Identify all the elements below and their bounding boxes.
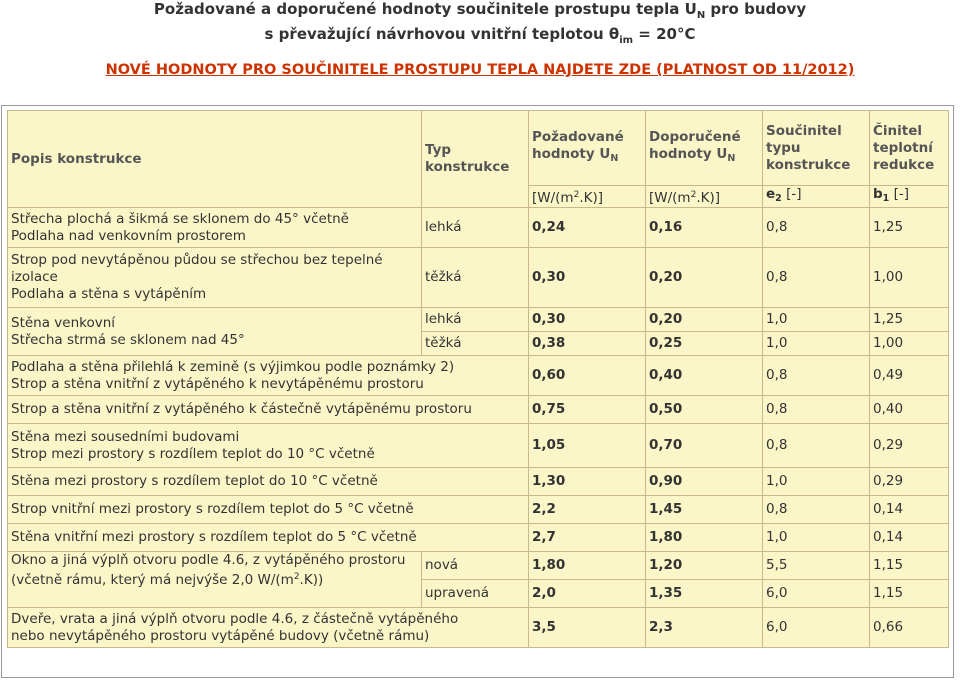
row-description: Stěna mezi sousedními budovami Strop mezi prostory s rozdílem teplot do 10 °C včetně — [8, 424, 529, 468]
table-row — [8, 424, 949, 468]
row-e2: 0,8 — [763, 356, 870, 396]
new-values-link[interactable]: NOVÉ HODNOTY PRO SOUČINITELE PROSTUPU TEPLA NAJDETE ZDE (PLATNOST OD 11/2012) — [105, 62, 855, 78]
table-row — [8, 468, 949, 496]
row-e2: 0,8 — [763, 424, 870, 468]
row-required: 1,80 — [529, 552, 646, 580]
row-required: 3,5 — [529, 608, 646, 648]
row-e2: 0,8 — [763, 496, 870, 524]
title-line-2: s převažující návrhovou vnitřní teplotou $\theta_{im} = 20^\circ C$ — [264, 25, 696, 46]
row-description: Stěna venkovní Střecha strmá se sklonem nad 45° — [8, 308, 422, 356]
row-recommended: 1,45 — [646, 496, 763, 524]
row-required: 2,0 — [529, 580, 646, 608]
header-pozadovane: Požadované hodnoty $U_N$ — [529, 111, 646, 186]
table-row — [8, 552, 949, 580]
row-required: 0,60 — [529, 356, 646, 396]
row-description: Okno a jiná výplň otvoru podle 4.6, z vytápěného prostoru (včetně rámu, který má nejvýše 2,0 $W/(m^2.K)$) — [8, 552, 422, 608]
row-e2: 0,8 — [763, 208, 870, 248]
unit-pozadovane: $[W/(m^2.K)]$ — [529, 186, 646, 208]
row-b1: 0,29 — [870, 468, 949, 496]
row-required: 0,30 — [529, 248, 646, 308]
row-b1: 0,14 — [870, 524, 949, 552]
row-b1: 0,49 — [870, 356, 949, 396]
table-row — [8, 608, 949, 648]
row-b1: 1,25 — [870, 208, 949, 248]
table-row — [8, 356, 949, 396]
row-b1: 0,40 — [870, 396, 949, 424]
header-doporucene: Doporučené hodnoty $U_N$ — [646, 111, 763, 186]
row-description: Podlaha a stěna přilehlá k zemině (s výjimkou podle poznámky 2) Strop a stěna vnitřní z vytápěného k nevytápěnému prostoru — [8, 356, 529, 396]
table-row — [8, 396, 949, 424]
row-recommended: 0,50 — [646, 396, 763, 424]
unit-e2: $e_2$ [-] — [763, 186, 870, 208]
row-b1: 0,29 — [870, 424, 949, 468]
row-recommended: 2,3 — [646, 608, 763, 648]
table-row — [8, 248, 949, 308]
row-required: 0,24 — [529, 208, 646, 248]
row-b1: 0,66 — [870, 608, 949, 648]
row-required: 1,30 — [529, 468, 646, 496]
page-title — [0, 0, 960, 50]
row-type: nová — [422, 552, 529, 580]
table-row — [8, 308, 949, 332]
row-recommended: 1,20 — [646, 552, 763, 580]
row-required: 1,05 — [529, 424, 646, 468]
row-required: 0,30 — [529, 308, 646, 332]
row-recommended: 0,25 — [646, 332, 763, 356]
row-b1: 1,00 — [870, 248, 949, 308]
row-recommended: 0,20 — [646, 248, 763, 308]
row-e2: 6,0 — [763, 608, 870, 648]
row-required: 0,75 — [529, 396, 646, 424]
row-recommended: 0,90 — [646, 468, 763, 496]
row-e2: 0,8 — [763, 396, 870, 424]
row-recommended: 0,40 — [646, 356, 763, 396]
row-description: Střecha plochá a šikmá se sklonem do 45° včetně Podlaha nad venkovním prostorem — [8, 208, 422, 248]
row-e2: 6,0 — [763, 580, 870, 608]
table-row — [8, 208, 949, 248]
row-e2: 1,0 — [763, 468, 870, 496]
row-recommended: 0,16 — [646, 208, 763, 248]
unit-doporucene: $[W/(m^2.K)]$ — [646, 186, 763, 208]
row-type: upravená — [422, 580, 529, 608]
row-e2: 0,8 — [763, 248, 870, 308]
header-soucinitel: Součinitel typu konstrukce — [763, 111, 870, 186]
row-e2: 1,0 — [763, 524, 870, 552]
row-description: Dveře, vrata a jiná výplň otvoru podle 4.6, z částečně vytápěného nebo nevytápěného prostoru vytápěné budovy (včetně rámu) — [8, 608, 529, 648]
row-required: 2,2 — [529, 496, 646, 524]
row-recommended: 1,35 — [646, 580, 763, 608]
row-e2: 1,0 — [763, 308, 870, 332]
row-b1: 1,00 — [870, 332, 949, 356]
row-description: Strop a stěna vnitřní z vytápěného k částečně vytápěnému prostoru — [8, 396, 529, 424]
row-recommended: 0,70 — [646, 424, 763, 468]
row-b1: 1,25 — [870, 308, 949, 332]
row-b1: 0,14 — [870, 496, 949, 524]
row-e2: 1,0 — [763, 332, 870, 356]
row-required: 2,7 — [529, 524, 646, 552]
header-popis: Popis konstrukce — [8, 111, 422, 208]
header-typ: Typ konstrukce — [422, 111, 529, 208]
row-type: těžká — [422, 248, 529, 308]
row-e2: 5,5 — [763, 552, 870, 580]
row-description: Stěna mezi prostory s rozdílem teplot do 10 °C včetně — [8, 468, 529, 496]
header-cinitel: Činitel teplotní redukce — [870, 111, 949, 186]
row-type: lehká — [422, 308, 529, 332]
table-row — [8, 524, 949, 552]
row-description: Strop pod nevytápěnou půdou se střechou bez tepelné izolace Podlaha a stěna s vytápěním — [8, 248, 422, 308]
table-row — [8, 496, 949, 524]
row-type: těžká — [422, 332, 529, 356]
row-type: lehká — [422, 208, 529, 248]
header-row — [8, 111, 949, 186]
title-line-1: Požadované a doporučené hodnoty součinitele prostupu tepla $U_N$ pro budovy — [153, 0, 807, 21]
row-b1: 1,15 — [870, 552, 949, 580]
row-recommended: 0,20 — [646, 308, 763, 332]
row-required: 0,38 — [529, 332, 646, 356]
row-description: Stěna vnitřní mezi prostory s rozdílem teplot do 5 °C včetně — [8, 524, 529, 552]
row-recommended: 1,80 — [646, 524, 763, 552]
row-b1: 1,15 — [870, 580, 949, 608]
row-description: Strop vnitřní mezi prostory s rozdílem teplot do 5 °C včetně — [8, 496, 529, 524]
u-values-table — [7, 110, 949, 648]
unit-b1: $b_1$ [-] — [870, 186, 949, 208]
